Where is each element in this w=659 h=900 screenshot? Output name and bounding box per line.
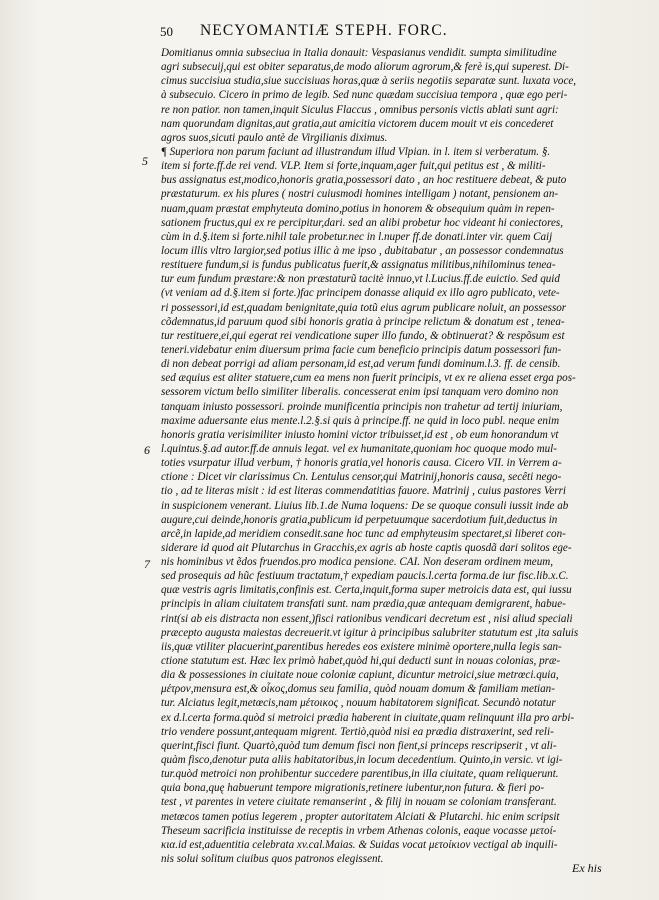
text-line: agri subsecuij,qui est obiter separatus,de modo aliorum agrorum,& ferè is,qui superest. Di-	[161, 61, 569, 74]
text-line: præcepto augusta maiestas decreuerit.vt igitur à principibus salubriter statutum est ,ita saluis	[161, 626, 579, 639]
text-line: principis in aliam ciuitatem transfati sunt. nam prædia,quæ antequam demigrarent, habue-	[161, 598, 566, 611]
text-line: tanquam iniusto possessori. proinde munificentia principis non trahetur ad tertij iniuriam,	[161, 400, 563, 413]
text-line: metœcos tamen potius legerem , propter autoritatem Alciati & Plutarchi. hic enim scripsit	[161, 810, 560, 823]
page-number: 50	[160, 24, 173, 39]
text-line: quæ vestris agris limitatis,confinis est. Certa,inquit,forma super metroicis data est, qui iussu	[161, 584, 572, 597]
margin-note-5: 5	[142, 154, 148, 168]
text-line: di non debeat porrigi ad aliam personam,id est,ad verum fundi dominum.l.3. ff. de censib.	[161, 358, 561, 371]
text-line: rint(si ab eis distracta non essent,)fisci rationibus vendicari decretum est , nisi aliud speciali	[161, 612, 573, 625]
body-text	[161, 46, 611, 866]
text-line: honoris gratia verisimiliter iniusto homini victor tribuisset,id est , ob eum honorandum vt	[161, 428, 559, 441]
text-line: nis solui solitum ciuibus quos patronos elegissent.	[161, 853, 384, 866]
text-line: Domitianus omnia subseciua in Italia donauit: Vespasianus vendidit. sumpta similitudine	[161, 47, 557, 59]
text-line: in suspicionem venerant. Liuius lib.1.de Numa loquens: De se quoque consuli iussit inde ab	[161, 499, 569, 512]
margin-note-7: 7	[144, 557, 150, 571]
text-line: tur.quòd metroici non prohibentur succedere parentibus,in illa ciuitate, quam reliquerunt.	[161, 768, 559, 781]
text-line: quia bona,quę habuerunt tempore migrationis,retinere iubentur,non futura. & fieri po-	[161, 782, 545, 795]
text-line: l.quintus.§.ad autor.ff.de annuis legat. vel ex humanitate,quoniam hoc quoque modo mul-	[161, 442, 557, 455]
text-line: sationem fructus,qui ex re percipitur,dari. sed an alibi probetur hoc videant hi coniectores,	[161, 216, 563, 229]
text-line: κια.id est,aduentitia celebrata xv.cal.Maias. & Suidas vocat μετοίκιον vectigal ab inquili-	[161, 838, 558, 851]
text-line: agros suos,sicuti paulo antè de Virgilianis diximus.	[161, 131, 388, 144]
text-line: Theseum sacrificia instituisse de receptis in vrbem Athenas colonis, eaque vocasse μετοί-	[161, 824, 557, 837]
text-line: tur eum fundum præstare:& non præstaturũ tacitè innuo,vt l.Lucius.ff.de euictio. Sed quid	[161, 273, 560, 286]
running-title: NECYOMANTIÆ STEPH. FORC.	[200, 22, 448, 39]
text-line: nuam,quam præstat emphyteuta domino,potius in honorem & obsequium quàm in repen-	[161, 202, 555, 215]
text-line: ctione statutum est. Hæc lex primò habet,quòd hi,qui deducti sunt in nouas colonias, præ-	[161, 655, 561, 668]
text-line: tur. Alciatus legit,metœcis,nam μέτοικος , nouum habitatorem significat. Secundò notatur	[161, 697, 556, 710]
text-line: re non patior. non tamen,inquit Siculus Flaccus , omnibus personis victis ablati sunt agri:	[161, 103, 559, 116]
text-line: tur restituere,ei,qui egerat rei vendicatione super illo fundo, & obtinuerat? & respõsum est	[161, 329, 565, 342]
text-line: sessorem victum bello similiter liberalis. concesserat enim ipsi tanquam vero domino non	[161, 386, 559, 399]
text-line: cimus succisiua studia,siue succisiuas horas,quæ à seriis negotiis separatæ sunt. luxata voce,	[161, 75, 577, 88]
text-line: ¶ Superiora non parum faciunt ad illustrandum illud Vlpian. in l. item si verberatum. §.	[161, 145, 551, 158]
catchword: Ex his	[572, 861, 602, 875]
text-line: dia & possessiones in ciuitate noue coloniæ capiunt, dicuntur metroici,siue metrœci.quia,	[161, 669, 559, 682]
text-line: nam quorundam dignitas,aut gratia,aut amicitia victorem ducem mouit vt eis concederet	[161, 117, 554, 130]
margin-note-6: 6	[144, 443, 150, 457]
text-line: iis,quæ vtiliter placuerint,parentibus heredes eos existere minimè oportere,nulla legis san-	[161, 640, 562, 653]
text-line: ex d.l.certa forma.quòd si metroici prædia haberent in ciuitate,quam relinquunt illa pro arbi-	[161, 711, 575, 724]
text-line: à subsecuio. Cicero in primo de legib. Sed nunc quædam succisiua tempora , quæ ego peri-	[161, 89, 568, 102]
text-line: item si forte.ff.de rei vend. VLP. Item si forte,inquam,ager fuit,qui petitus est , & militi-	[161, 160, 546, 173]
page-header	[160, 22, 600, 42]
text-line: test , vt parentes in vetere ciuitate remanserint , & filij in nouam se coloniam transferant.	[161, 796, 557, 809]
text-line: restituere fundum,si is fundus publicatus fuerit,& assignatus militibus,nihilominus tenea-	[161, 259, 556, 272]
text-line: trio vendere possunt,antequam migrent. Tertiò,quòd nisi ea prædia distraxerint, sed reli-	[161, 725, 554, 738]
text-line: tio , ad te literas misit : id est literas commendatitias fauore. Matrinij , cuius pastores Verri	[161, 485, 567, 498]
text-line: ctione : Dicet vir clarissimus Cn. Lentulus censor,qui Matrinij,honoris causa, secêti nego-	[161, 471, 562, 484]
text-line: querint,fisci fiunt. Quartò,quòd tum demum fisci non fient,si princeps rescripserit , vt ali-	[161, 739, 557, 752]
text-line: sed æquius est aliter statuere,cum ea mens non fuerit principis, vt ex re aliena esset erga pos-	[161, 372, 576, 385]
text-line: siderare id quod ait Plutarchus in Gracchis,ex agris ab hoste captis quosdã dari solitos ege-	[161, 541, 572, 554]
text-line: quàm fisco,denotur puta aliis habitatoribus,in locum decedentium. Quinto,in versic. vt igi-	[161, 754, 563, 767]
text-line: μέτρον,mensura est,& οἶκος,domus seu familia, quòd nouam domum & familiam metian-	[161, 683, 555, 696]
text-line: arcẽ,in lapide,ad meridiem consedit.sane hoc tunc ad emphyteusim spectaret,si liberet con-	[161, 527, 566, 540]
text-line: teneri.videbatur enim diuersum prima facie cum beneficio principis datum possessori fun-	[161, 343, 562, 356]
text-line: cùm in d.§.item si forte.nihil tale probetur.nec in l.nuper ff.de donati.inter vir. quem Caij	[161, 230, 553, 243]
text-line: præstaturum. ex his plures ( nostri cuiusmodi homines intelligam ) notant, pensionem an-	[161, 188, 559, 201]
text-line: bus assignatus est,modico,honoris gratia,possessori dato , an hoc restituere debeat, & puto	[161, 174, 567, 187]
text-line: (vt veniam ad d.§.item si forte.)fac principem donasse aliquid ex illo agro publicato, vete-	[161, 287, 560, 300]
text-line: augure,cui deinde,honoris gratia,publicum id perpetuumque sacerdotium fuit,deductus in	[161, 513, 558, 526]
text-line: sed prosequis ad hũc festiuum tractatum,† expediam paucis.l.certa forma.de iur fisc.lib.x.C.	[161, 570, 569, 583]
text-line: ri possessori,id est,quadam benignitate,quia totũ eius agrum publicare noluit, an possessor	[161, 301, 567, 314]
text-line: nis hominibus vt ẽdos fruendos.pro modica pensione. CAI. Non deseram ordinem meum,	[161, 556, 554, 569]
text-line: toties vsurpatur illud verbum, † honoris gratia,vel honoris causa. Cicero VII. in Verrem a-	[161, 457, 562, 470]
text-line: locum illis vltro largior,sed potius illic à me ipso , dubitabatur , an possessor condemnatus	[161, 244, 564, 257]
text-line: cõdemnatus,id paruum quod sibi honoris gratia à principe relictum & donatum est , tenea-	[161, 315, 565, 328]
text-line: maxime aduersante eius mente.l.2.§.si quis à principe.ff. ne quid in loco publ. neque enim	[161, 414, 560, 427]
